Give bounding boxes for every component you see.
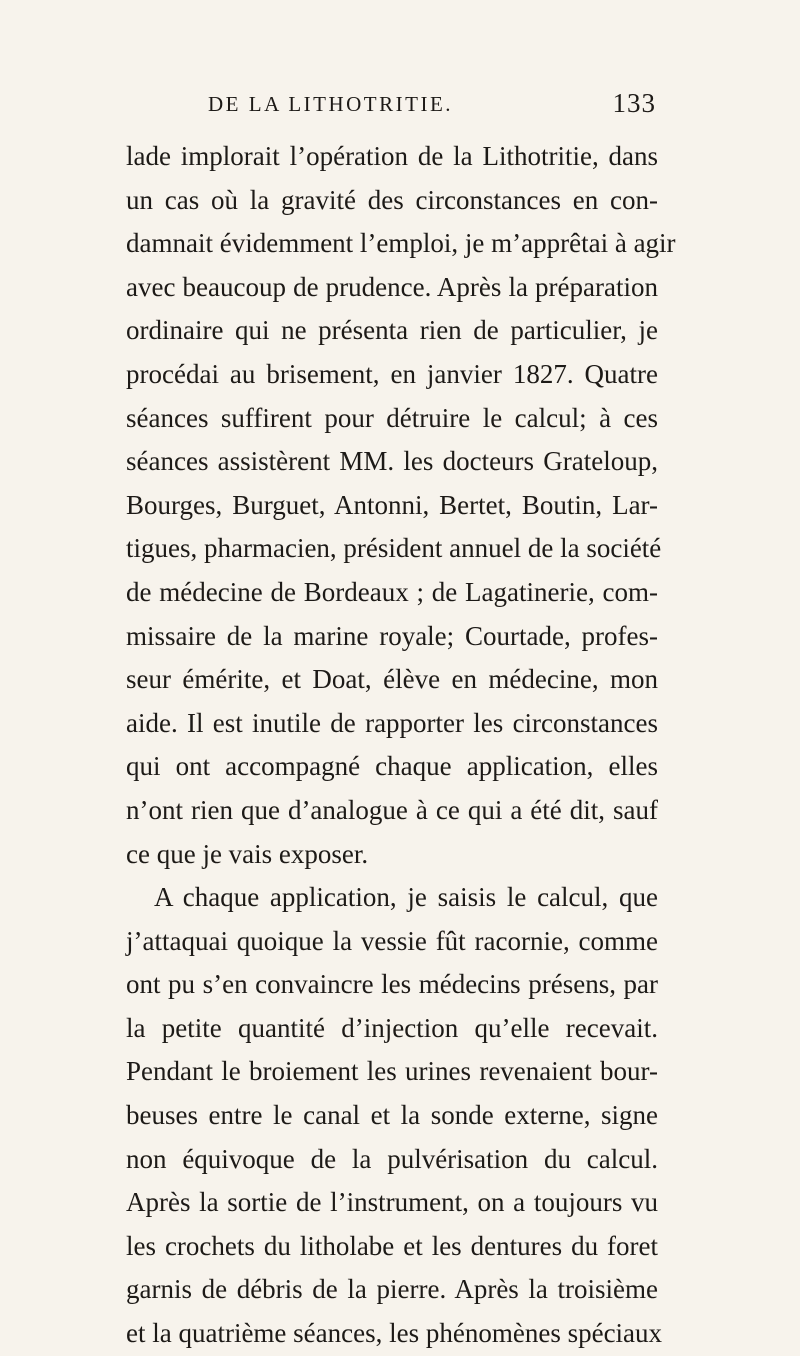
page-number: 133 [612, 88, 656, 118]
text-line: non équivoque de la pulvérisation du calcul. [126, 1143, 658, 1174]
text-line: lade implorait l’opération de la Lithotritie, dans [126, 141, 658, 171]
text-line: séances suffirent pour détruire le calcul; à ces [126, 402, 658, 433]
text-line: et la quatrième séances, les phénomènes spéciaux [126, 1318, 663, 1349]
text-line: avec beaucoup de prudence. Après la préparation [126, 271, 658, 302]
text-line: un cas où la gravité des circonstances en con- [126, 184, 658, 215]
text-line: de médecine de Bordeaux ; de Lagatinerie, com- [126, 576, 658, 607]
text-line: garnis de débris de la pierre. Après la troisième [126, 1274, 658, 1305]
text-line: n’ont rien que d’analogue à ce qui a été dit, sauf [126, 794, 658, 825]
paragraph-end-line: ce que je vais exposer. [126, 838, 369, 869]
text-line: tigues, pharmacien, président annuel de la société [126, 533, 662, 564]
text-line: ordinaire qui ne présenta rien de particulier, je [126, 315, 658, 346]
text-line: seur émérite, et Doat, élève en médecine, mon [126, 664, 658, 695]
text-line: damnait évidemment l’emploi, je m’apprêtai à agir [126, 228, 676, 259]
text-line: beuses entre le canal et la sonde externe, signe [126, 1100, 658, 1131]
running-title: DE LA LITHOTRITIE. [208, 92, 454, 116]
page-header [0, 88, 800, 128]
paragraph-start-line: A chaque application, je saisis le calcul, que [154, 882, 658, 913]
text-line: qui ont accompagné chaque application, elles [126, 751, 658, 782]
text-line: Après la sortie de l’instrument, on a toujours vu [126, 1187, 658, 1218]
text-line: aide. Il est inutile de rapporter les circonstances [126, 707, 658, 738]
text-line: Bourges, Burguet, Antonni, Bertet, Boutin, Lar- [126, 489, 658, 520]
text-line: j’attaquai quoique la vessie fût racornie, comme [126, 925, 658, 956]
text-line: Pendant le broiement les urines revenaient bour- [126, 1056, 658, 1087]
text-line: séances assistèrent MM. les docteurs Grateloup, [126, 446, 658, 477]
body-text [126, 135, 676, 1356]
text-line: la petite quantité d’injection qu’elle recevait. [126, 1012, 658, 1043]
text-line: les crochets du litholabe et les dentures du foret [126, 1230, 658, 1261]
text-line: procédai au brisement, en janvier 1827. Quatre [126, 358, 658, 389]
text-line: ont pu s’en convaincre les médecins présens, par [126, 969, 658, 1000]
text-line: missaire de la marine royale; Courtade, profes- [126, 620, 658, 651]
